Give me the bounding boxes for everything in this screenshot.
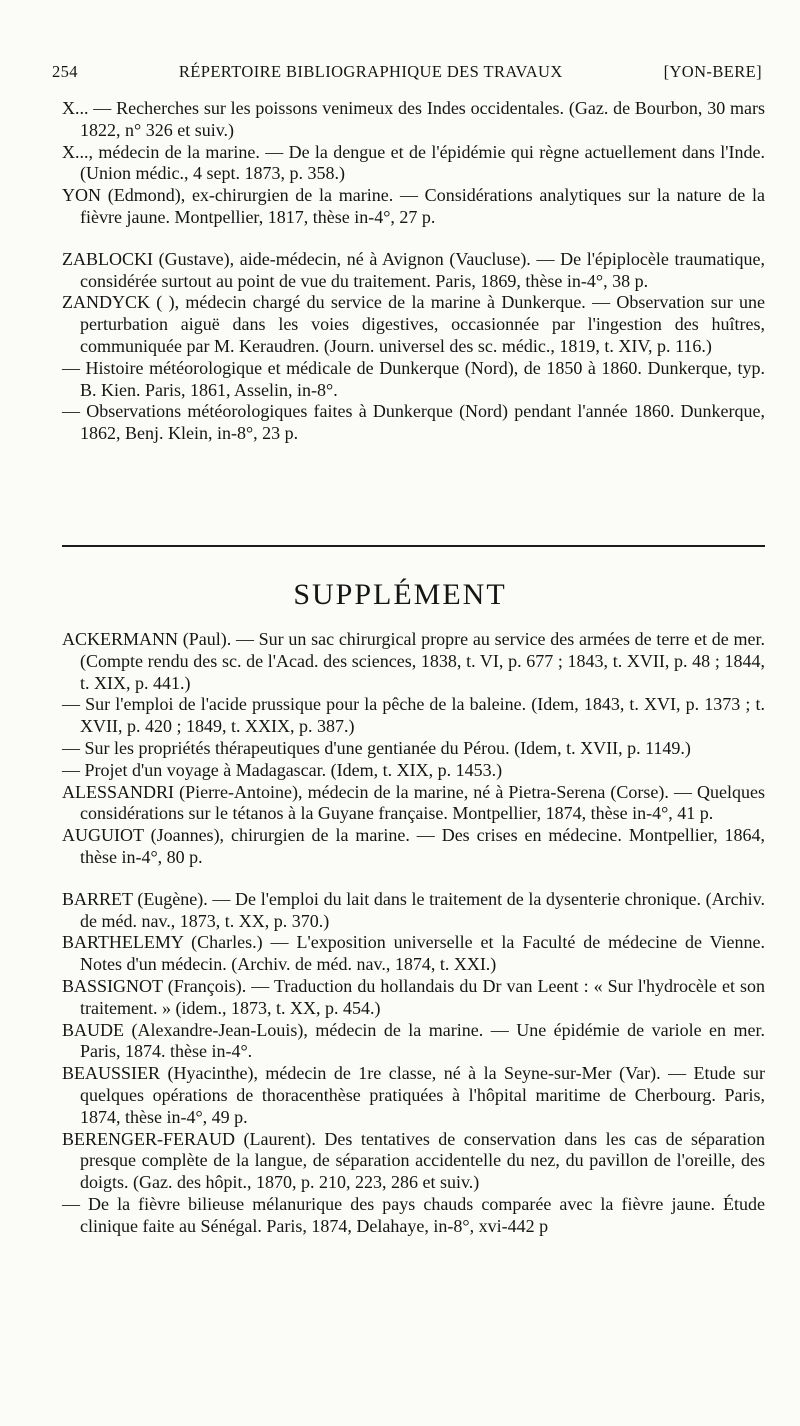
supplement-entry: BEAUSSIER (Hyacinthe), médecin de 1re classe, né à la Seyne-sur-Mer (Var). — Etude sur quelques opérations de thoracenthèse pratiquées à l'hôpital maritime de Cherbourg. Paris, 1874, thèse in-4°, 49 p.: [62, 1063, 765, 1127]
bibliography-entry: ZANDYCK ( ), médecin chargé du service de la marine à Dunkerque. — Observation sur une perturbation aiguë dans les voies digestives, occasionnée par l'ingestion des huîtres, communiquée par M. Keraudren. (Journ. universel des sc. médic., 1819, t. XIV, p. 116.): [62, 292, 765, 356]
entry-range: [YON-BERE]: [663, 62, 762, 81]
bibliography-entry: X... — Recherches sur les poissons venimeux des Indes occidentales. (Gaz. de Bourbon, 30 mars 1822, n° 326 et suiv.): [62, 98, 765, 140]
supplement-entry: — Projet d'un voyage à Madagascar. (Idem, t. XIX, p. 1453.): [62, 759, 503, 780]
bibliography-entry: ZABLOCKI (Gustave), aide-médecin, né à Avignon (Vaucluse). — De l'épiplocèle traumatique, considérée surtout au point de vue du traitement. Paris, 1869, thèse in-4°, 38 p.: [62, 248, 765, 291]
bibliography-entries: [62, 98, 765, 445]
supplement-entry: AUGUIOT (Joannes), chirurgien de la marine. — Des crises en médecine. Montpellier, 1864, thèse in-4°, 80 p.: [62, 825, 765, 867]
supplement-entry: BARRET (Eugène). — De l'emploi du lait dans le traitement de la dysenterie chronique. (Archiv. de méd. nav., 1873, t. XX, p. 370.): [62, 888, 765, 931]
bibliography-entry: YON (Edmond), ex-chirurgien de la marine. — Considérations analytiques sur la nature de la fièvre jaune. Montpellier, 1817, thèse in-4°, 27 p.: [62, 185, 765, 227]
bibliography-entry: — Histoire météorologique et médicale de Dunkerque (Nord), de 1850 à 1860. Dunkerque, typ. B. Kien. Paris, 1861, Asselin, in-8°.: [62, 357, 765, 400]
supplement-entry: — Sur les propriétés thérapeutiques d'une gentianée du Pérou. (Idem, t. XVII, p. 1149.): [62, 737, 691, 758]
section-divider: [62, 545, 765, 547]
running-header: [52, 62, 762, 82]
supplement-entries: [62, 629, 765, 1238]
running-title: RÉPERTOIRE BIBLIOGRAPHIQUE DES TRAVAUX: [178, 62, 563, 81]
supplement-entry: — De la fièvre bilieuse mélanurique des pays chauds comparée avec la fièvre jaune. Étude clinique faite au Sénégal. Paris, 1874, Delahaye, in-8°, xvi-442 p: [62, 1193, 765, 1236]
bibliography-entry: — Observations météorologiques faites à Dunkerque (Nord) pendant l'année 1860. Dunkerque, 1862, Benj. Klein, in-8°, 23 p.: [62, 401, 765, 444]
page-number: 254: [52, 62, 78, 81]
supplement-entry: ALESSANDRI (Pierre-Antoine), médecin de la marine, né à Pietra-Serena (Corse). — Quelques considérations sur le tétanos à la Guyane française. Montpellier, 1874, thèse in-4°, 41 p.: [62, 781, 765, 824]
supplement-entry: — Sur l'emploi de l'acide prussique pour la pêche de la baleine. (Idem, 1843, t. XVI, p. 1373 ; t. XVII, p. 420 ; 1849, t. XXIX, p. 387.): [62, 694, 765, 737]
supplement-entry: BARTHELEMY (Charles.) — L'exposition universelle et la Faculté de médecine de Vienne. Notes d'un médecin. (Archiv. de méd. nav., 1874, t. XXI.): [62, 932, 765, 975]
supplement-entry: BASSIGNOT (François). — Traduction du hollandais du Dr van Leent : « Sur l'hydrocèle et son traitement. » (idem., 1873, t. XX, p. 454.): [62, 975, 765, 1018]
supplement-entry: ACKERMANN (Paul). — Sur un sac chirurgical propre au service des armées de terre et de mer. (Compte rendu des sc. de l'Acad. des sciences, 1838, t. VI, p. 677 ; 1843, t. XVII, p. 48 ; 1844, t. XIX, p. 441.): [62, 629, 765, 693]
supplement-title: SUPPLÉMENT: [293, 578, 507, 611]
supplement-entry: BERENGER-FERAUD (Laurent). Des tentatives de conservation dans les cas de séparation presque complète de la langue, de séparation accidentelle du nez, du pavillon de l'oreille, des doigts. (Gaz. des hôpit., 1870, p. 210, 223, 286 et suiv.): [62, 1128, 765, 1193]
bibliography-entry: X..., médecin de la marine. — De la dengue et de l'épidémie qui règne actuellement dans l'Inde. (Union médic., 4 sept. 1873, p. 358.): [62, 141, 765, 184]
supplement-entry: BAUDE (Alexandre-Jean-Louis), médecin de la marine. — Une épidémie de variole en mer. Paris, 1874. thèse in-4°.: [62, 1019, 765, 1062]
